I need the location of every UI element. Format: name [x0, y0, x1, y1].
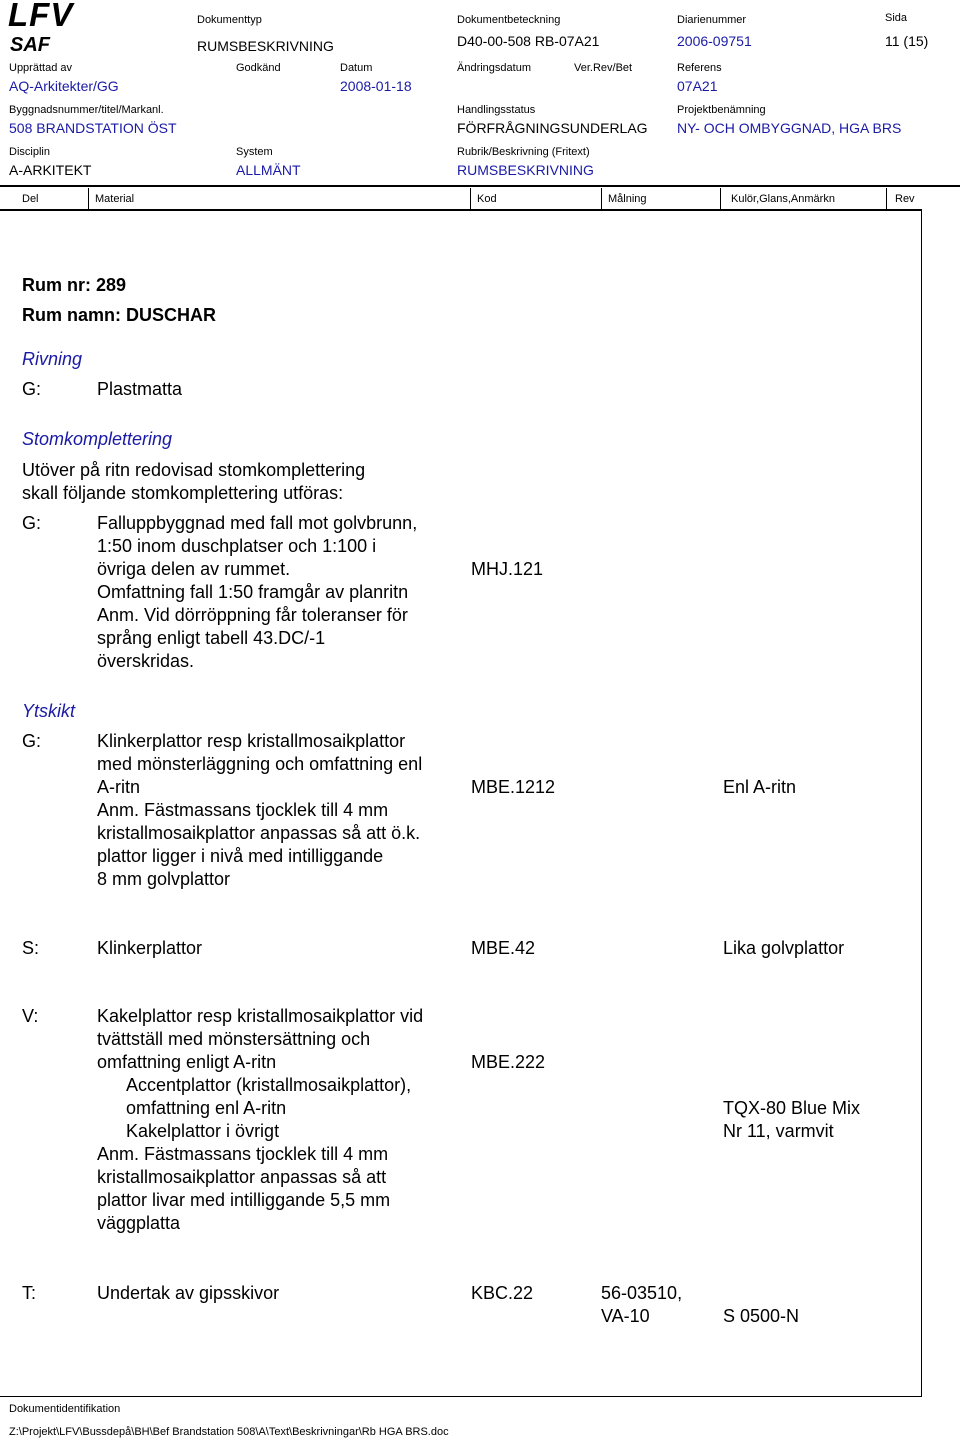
yt-v-key: V:	[22, 1006, 39, 1026]
footer-path: Z:\Projekt\LFV\Bussdepå\BH\Bef Brandstation 508\A\Text\Beskrivningar\Rb HGA BRS.doc	[9, 1426, 449, 1438]
project-label: Projektbenämning	[677, 104, 766, 116]
yt-g-line: 8 mm golvplattor	[97, 869, 231, 889]
section-ytskikt: Ytskikt	[22, 701, 76, 721]
date: 2008-01-18	[340, 78, 412, 94]
col-kod: Kod	[477, 193, 497, 205]
reference: 07A21	[677, 78, 718, 94]
yt-v-line: Kakelplattor resp kristallmosaikplattor vid	[97, 1006, 424, 1026]
room-number: Rum nr: 289	[22, 275, 127, 295]
yt-g-code: MBE.1212	[471, 777, 556, 797]
yt-v-note: Nr 11, varmvit	[723, 1121, 834, 1141]
rev-label: Ver.Rev/Bet	[574, 62, 633, 74]
yt-g-line: Anm. Fästmassans tjocklek till 4 mm	[97, 800, 389, 820]
approved-label: Godkänd	[236, 62, 281, 74]
yt-v-code: MBE.222	[471, 1052, 546, 1072]
status-label: Handlingsstatus	[457, 104, 536, 116]
project: NY- OCH OMBYGGNAD, HGA BRS	[677, 120, 902, 136]
doc-designation: D40-00-508 RB-07A21	[457, 33, 600, 49]
doc-designation-label: Dokumentbeteckning	[457, 14, 561, 26]
yt-g-line: med mönsterläggning och omfattning enl	[97, 754, 423, 774]
yt-v-line: Anm. Fästmassans tjocklek till 4 mm	[97, 1144, 389, 1164]
col-kulor: Kulör,Glans,Anmärkn	[731, 193, 835, 205]
building-label: Byggnadsnummer/titel/Markanl.	[9, 104, 164, 116]
section-rivning: Rivning	[22, 349, 83, 369]
stom-g-line: 1:50 inom duschplatser och 1:100 i	[97, 536, 377, 556]
stom-g-line: Anm. Vid dörröppning får toleranser för	[97, 605, 408, 625]
change-date-label: Ändringsdatum	[457, 62, 531, 74]
system: ALLMÄNT	[236, 162, 301, 178]
stom-g-line: överskridas.	[97, 651, 195, 671]
stom-g-line: språng enligt tabell 43.DC/-1	[97, 628, 326, 648]
doc-type: RUMSBESKRIVNING	[197, 38, 334, 54]
yt-s-key: S:	[22, 938, 40, 958]
col-malning: Målning	[608, 193, 647, 205]
yt-t-text: Undertak av gipsskivor	[97, 1283, 280, 1303]
section-stomkomplettering: Stomkomplettering	[22, 429, 173, 449]
discipline: A-ARKITEKT	[9, 162, 92, 178]
yt-g-line: Klinkerplattor resp kristallmosaikplattor	[97, 731, 406, 751]
yt-s-note: Lika golvplattor	[723, 938, 845, 958]
yt-g-line: A-ritn	[97, 777, 141, 797]
stom-intro-1: Utöver på ritn redovisad stomkomplettering	[22, 460, 366, 480]
yt-g-line: plattor ligger i nivå med intilliggande	[97, 846, 384, 866]
yt-t-paint: 56-03510,	[601, 1283, 683, 1303]
doc-type-label: Dokumenttyp	[197, 14, 262, 26]
stom-intro-2: skall följande stomkomplettering utföras:	[22, 483, 344, 503]
logo-main: LFV	[8, 0, 74, 33]
yt-v-line: Kakelplattor i övrigt	[126, 1121, 280, 1141]
yt-s-text: Klinkerplattor	[97, 938, 203, 958]
yt-g-line: kristallmosaikplattor anpassas så att ö.k.	[97, 823, 421, 843]
header-divider	[0, 185, 960, 187]
diary-label: Diarienummer	[677, 14, 747, 26]
col-material: Material	[95, 193, 135, 205]
yt-v-line: väggplatta	[97, 1213, 181, 1233]
col-del: Del	[22, 193, 39, 205]
yt-t-note: S 0500-N	[723, 1306, 800, 1326]
rubric-label: Rubrik/Beskrivning (Fritext)	[457, 146, 590, 158]
yt-v-line: plattor livar med intilliggande 5,5 mm	[97, 1190, 391, 1210]
yt-v-line: omfattning enl A-ritn	[126, 1098, 287, 1118]
yt-t-code: KBC.22	[471, 1283, 534, 1303]
page-label: Sida	[885, 12, 908, 24]
yt-v-line: omfattning enligt A-ritn	[97, 1052, 277, 1072]
ref-label: Referens	[677, 62, 722, 74]
footer-id-label: Dokumentidentifikation	[9, 1403, 121, 1415]
stom-g-line: Falluppbyggnad med fall mot golvbrunn,	[97, 513, 418, 533]
prepared-label: Upprättad av	[9, 62, 72, 74]
yt-v-note: TQX-80 Blue Mix	[723, 1098, 861, 1118]
prepared-by: AQ-Arkitekter/GG	[9, 78, 119, 94]
stom-g-line: övriga delen av rummet.	[97, 559, 291, 579]
stom-g-key: G:	[22, 513, 42, 533]
discipline-label: Disciplin	[9, 146, 50, 158]
status: FÖRFRÅGNINGSUNDERLAG	[457, 120, 648, 136]
date-label: Datum	[340, 62, 373, 74]
room-name: Rum namn: DUSCHAR	[22, 305, 217, 325]
rivning-g-text: Plastmatta	[97, 379, 183, 399]
yt-g-note: Enl A-ritn	[723, 777, 797, 797]
yt-t-paint: VA-10	[601, 1306, 650, 1326]
yt-s-code: MBE.42	[471, 938, 536, 958]
yt-t-key: T:	[22, 1283, 37, 1303]
yt-v-line: Accentplattor (kristallmosaikplattor),	[126, 1075, 412, 1095]
system-label: System	[236, 146, 273, 158]
yt-v-line: kristallmosaikplattor anpassas så att	[97, 1167, 387, 1187]
logo-sub: SAF	[10, 34, 50, 56]
page-number: 11 (15)	[885, 33, 929, 49]
yt-g-key: G:	[22, 731, 42, 751]
yt-v-line: tvättställ med mönstersättning och	[97, 1029, 371, 1049]
stom-g-line: Omfattning fall 1:50 framgår av planritn	[97, 582, 409, 602]
col-rev: Rev	[895, 193, 915, 205]
rubric: RUMSBESKRIVNING	[457, 162, 594, 178]
rivning-g-key: G:	[22, 379, 42, 399]
building: 508 BRANDSTATION ÖST	[9, 120, 177, 136]
stom-g-code: MHJ.121	[471, 559, 544, 579]
diary-number: 2006-09751	[677, 33, 752, 49]
